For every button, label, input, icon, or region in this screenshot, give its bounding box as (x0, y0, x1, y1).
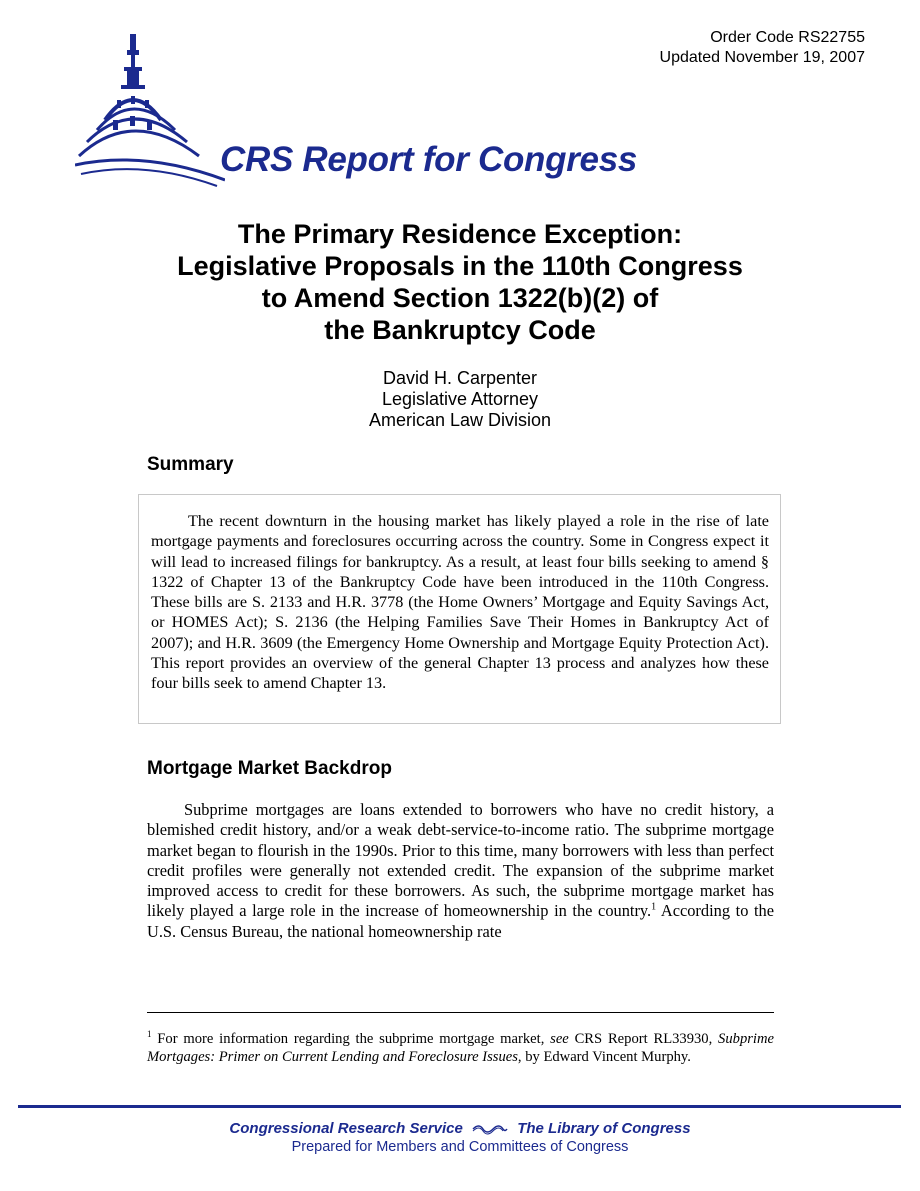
document-title (60, 218, 860, 346)
footnote-text: CRS Report RL33930, (568, 1031, 719, 1047)
footer-agency: Congressional Research Service (229, 1120, 463, 1137)
order-code: Order Code RS22755 (710, 29, 865, 46)
footnote-report-title: Subprime Mortgages: Primer on Current Lending and Foreclosure Issues (147, 1031, 774, 1066)
author-block (160, 368, 760, 431)
footer-divider (18, 1105, 901, 1108)
body-text-part: Subprime mortgages are loans extended to borrowers who have no credit history, a blemished credit history, and/or a weak debt-service-to-income ratio. The subprime mortgage market began to flourish in the 1990s. Prior to this time, many borrowers with less than perfect credit profiles were generally not extended credit. The expansion of the subprime market improved access to credit for these borrowers. As such, the subprime mortgage market has likely played a large role in the increase of homeownership in the country. (147, 800, 774, 921)
footnote-number: 1 (147, 1029, 152, 1040)
author-division: American Law Division (368, 410, 552, 430)
author-name: David H. Carpenter (382, 368, 538, 388)
footnote-text: , by Edward Vincent Murphy. (517, 1049, 691, 1066)
footnote (147, 1030, 774, 1067)
logo-text: CRS Report for Congress (220, 140, 638, 179)
title-line: the Bankruptcy Code (324, 315, 596, 345)
footnote-see: see (550, 1031, 569, 1047)
section-heading: Mortgage Market Backdrop (147, 758, 392, 779)
crs-logo (75, 30, 675, 190)
ornament-icon (471, 1123, 509, 1135)
title-line: The Primary Residence Exception: (237, 219, 683, 249)
updated-date: Updated November 19, 2007 (659, 49, 865, 66)
footer-library: The Library of Congress (517, 1120, 691, 1137)
order-code-block (660, 28, 865, 68)
footnote-text: For more information regarding the subprime mortgage market, (151, 1031, 551, 1047)
body-paragraph (147, 800, 774, 942)
body-text-part: According to the U.S. Census Bureau, the national homeownership rate (147, 901, 775, 941)
summary-text: The recent downturn in the housing market has likely played a role in the rise of late mortgage payments and foreclosures occurring across the country. Some in Congress expect it will lead to increased filings for bankruptcy. As a result, at least four bills seeking to amend § 1322 of Chapter 13 of the Bankruptcy Code have been introduced in the 110th Congress. These bills are S. 2133 and H.R. 3778 (the Home Owners’ Mortgage and Equity Savings Act, or HOMES Act); S. 2136 (the Helping Families Save Their Homes in Bankruptcy Act of 2007); and H.R. 3609 (the Emergency Home Ownership and Mortgage Equity Protection Act). This report provides an overview of the general Chapter 13 process and analyzes how these four bills seek to amend Chapter 13. (151, 512, 769, 693)
capitol-dome-logo-icon (75, 30, 225, 190)
footer-agency-line (0, 1120, 920, 1137)
title-line: Legislative Proposals in the 110th Congress (177, 251, 743, 281)
title-line: to Amend Section 1322(b)(2) of (261, 283, 659, 313)
summary-heading: Summary (147, 454, 234, 475)
footer-prepared-line: Prepared for Members and Committees of Congress (291, 1139, 629, 1155)
footnote-reference[interactable]: 1 (651, 902, 657, 914)
author-position: Legislative Attorney (381, 389, 539, 409)
footnote-divider (147, 1012, 774, 1013)
